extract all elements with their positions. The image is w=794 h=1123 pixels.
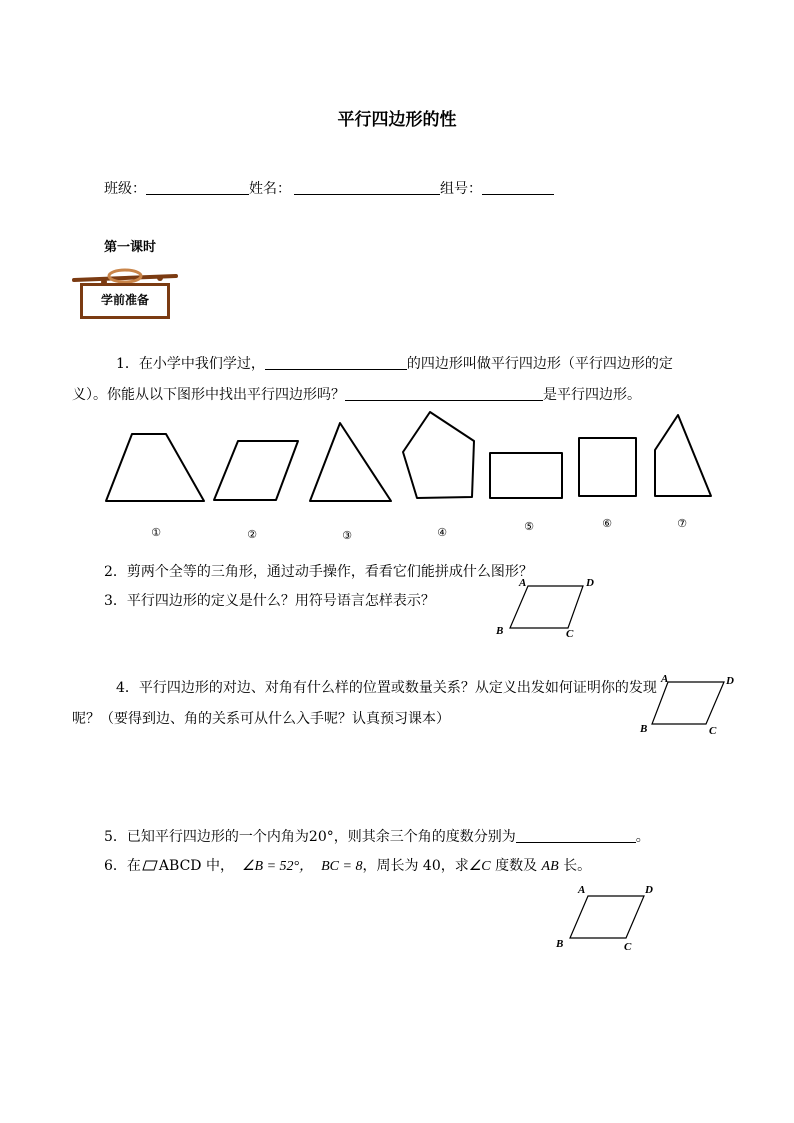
vertex-c-label: C [709, 725, 717, 737]
shape-1-trapezoid [106, 434, 204, 501]
shape-6-number: ⑥ [602, 517, 612, 530]
vertex-d-label: D [726, 675, 734, 687]
shape-5-number: ⑤ [524, 520, 534, 533]
shape-4-pentagon [403, 412, 474, 498]
q6-text-b: ABCD 中， [158, 858, 234, 874]
vertex-d-label: D [586, 577, 594, 589]
q1-text-a: 1．在小学中我们学过， [116, 356, 265, 372]
group-label: 组号： [440, 181, 482, 197]
question-5 [104, 826, 650, 846]
lesson-heading: 第一课时 [104, 240, 157, 255]
q1-text-c: 义）。你能从以下图形中找出平行四边形吗？ [72, 387, 345, 403]
group-blank[interactable] [482, 180, 554, 195]
q1-text-d: 是平行四边形。 [543, 387, 641, 403]
question-6 [104, 855, 591, 875]
vertex-b-label: B [556, 938, 564, 950]
vertex-c-label: C [566, 628, 574, 640]
student-info-row [104, 178, 554, 198]
q6-text-a: 6．在 [104, 858, 141, 874]
q6-text-i: 长。 [558, 858, 592, 874]
vertex-a-label: A [661, 673, 669, 685]
question-1-line-1 [116, 353, 673, 373]
q1-blank-1[interactable] [265, 355, 407, 370]
parallelogram-figure-1 [492, 574, 602, 642]
question-4-line-1: 4．平行四边形的对边、对角有什么样的位置或数量关系？从定义出发如何证明你的发现 [116, 680, 657, 696]
question-3: 3．平行四边形的定义是什么？用符号语言怎样表示？ [104, 593, 435, 609]
shape-7-number: ⑦ [677, 517, 687, 530]
q6-bc: BC = 8 [321, 859, 363, 874]
q1-blank-2[interactable] [345, 386, 543, 401]
q6-text-e: ，周长为 40，求 [362, 858, 469, 874]
q6-text-g: 度数及 [490, 858, 542, 874]
class-label: 班级： [104, 181, 146, 197]
q6-ab: AB [541, 859, 559, 874]
shape-2-number: ② [247, 528, 257, 541]
parallelogram-figure-3 [552, 876, 667, 956]
name-label: 姓名： [249, 181, 291, 197]
q6-angle-c: ∠C [468, 859, 491, 874]
shape-7-quadrilateral [655, 415, 711, 496]
q5-text-b: 。 [635, 829, 650, 845]
shape-3-triangle [310, 423, 391, 501]
q5-text-a: 5．已知平行四边形的一个内角为20°，则其余三个角的度数分别为 [104, 829, 516, 845]
shape-1-number: ① [151, 526, 161, 539]
q6-angle-b: ∠B = 52°， [241, 859, 314, 874]
shapes-figure [0, 400, 794, 545]
class-blank[interactable] [146, 180, 249, 195]
vertex-a-label: A [519, 577, 527, 589]
section-banner-label: 学前准备 [100, 293, 149, 307]
vertex-a-label: A [578, 884, 586, 896]
question-4-line-2: 呢？（要得到边、角的关系可从什么入手呢？认真预习课本） [72, 711, 450, 727]
page-title: 平行四边形的性 [337, 110, 457, 130]
shape-5-rectangle [490, 453, 562, 498]
parallelogram-symbol-icon [142, 860, 158, 871]
q5-blank[interactable] [516, 828, 636, 843]
shape-6-square [579, 438, 636, 496]
vertex-c-label: C [624, 941, 632, 953]
vertex-b-label: B [640, 723, 648, 735]
question-2: 2．剪两个全等的三角形，通过动手操作，看看它们能拼成什么图形？ [104, 564, 533, 580]
shape-2-parallelogram [214, 441, 298, 500]
q1-text-b: 的四边形叫做平行四边形（平行四边形的定 [406, 356, 673, 372]
parallelogram-figure-2 [636, 668, 746, 738]
shape-3-number: ③ [342, 529, 352, 542]
vertex-d-label: D [645, 884, 653, 896]
name-blank[interactable] [294, 180, 440, 195]
vertex-b-label: B [496, 625, 504, 637]
shape-4-number: ④ [437, 526, 447, 539]
